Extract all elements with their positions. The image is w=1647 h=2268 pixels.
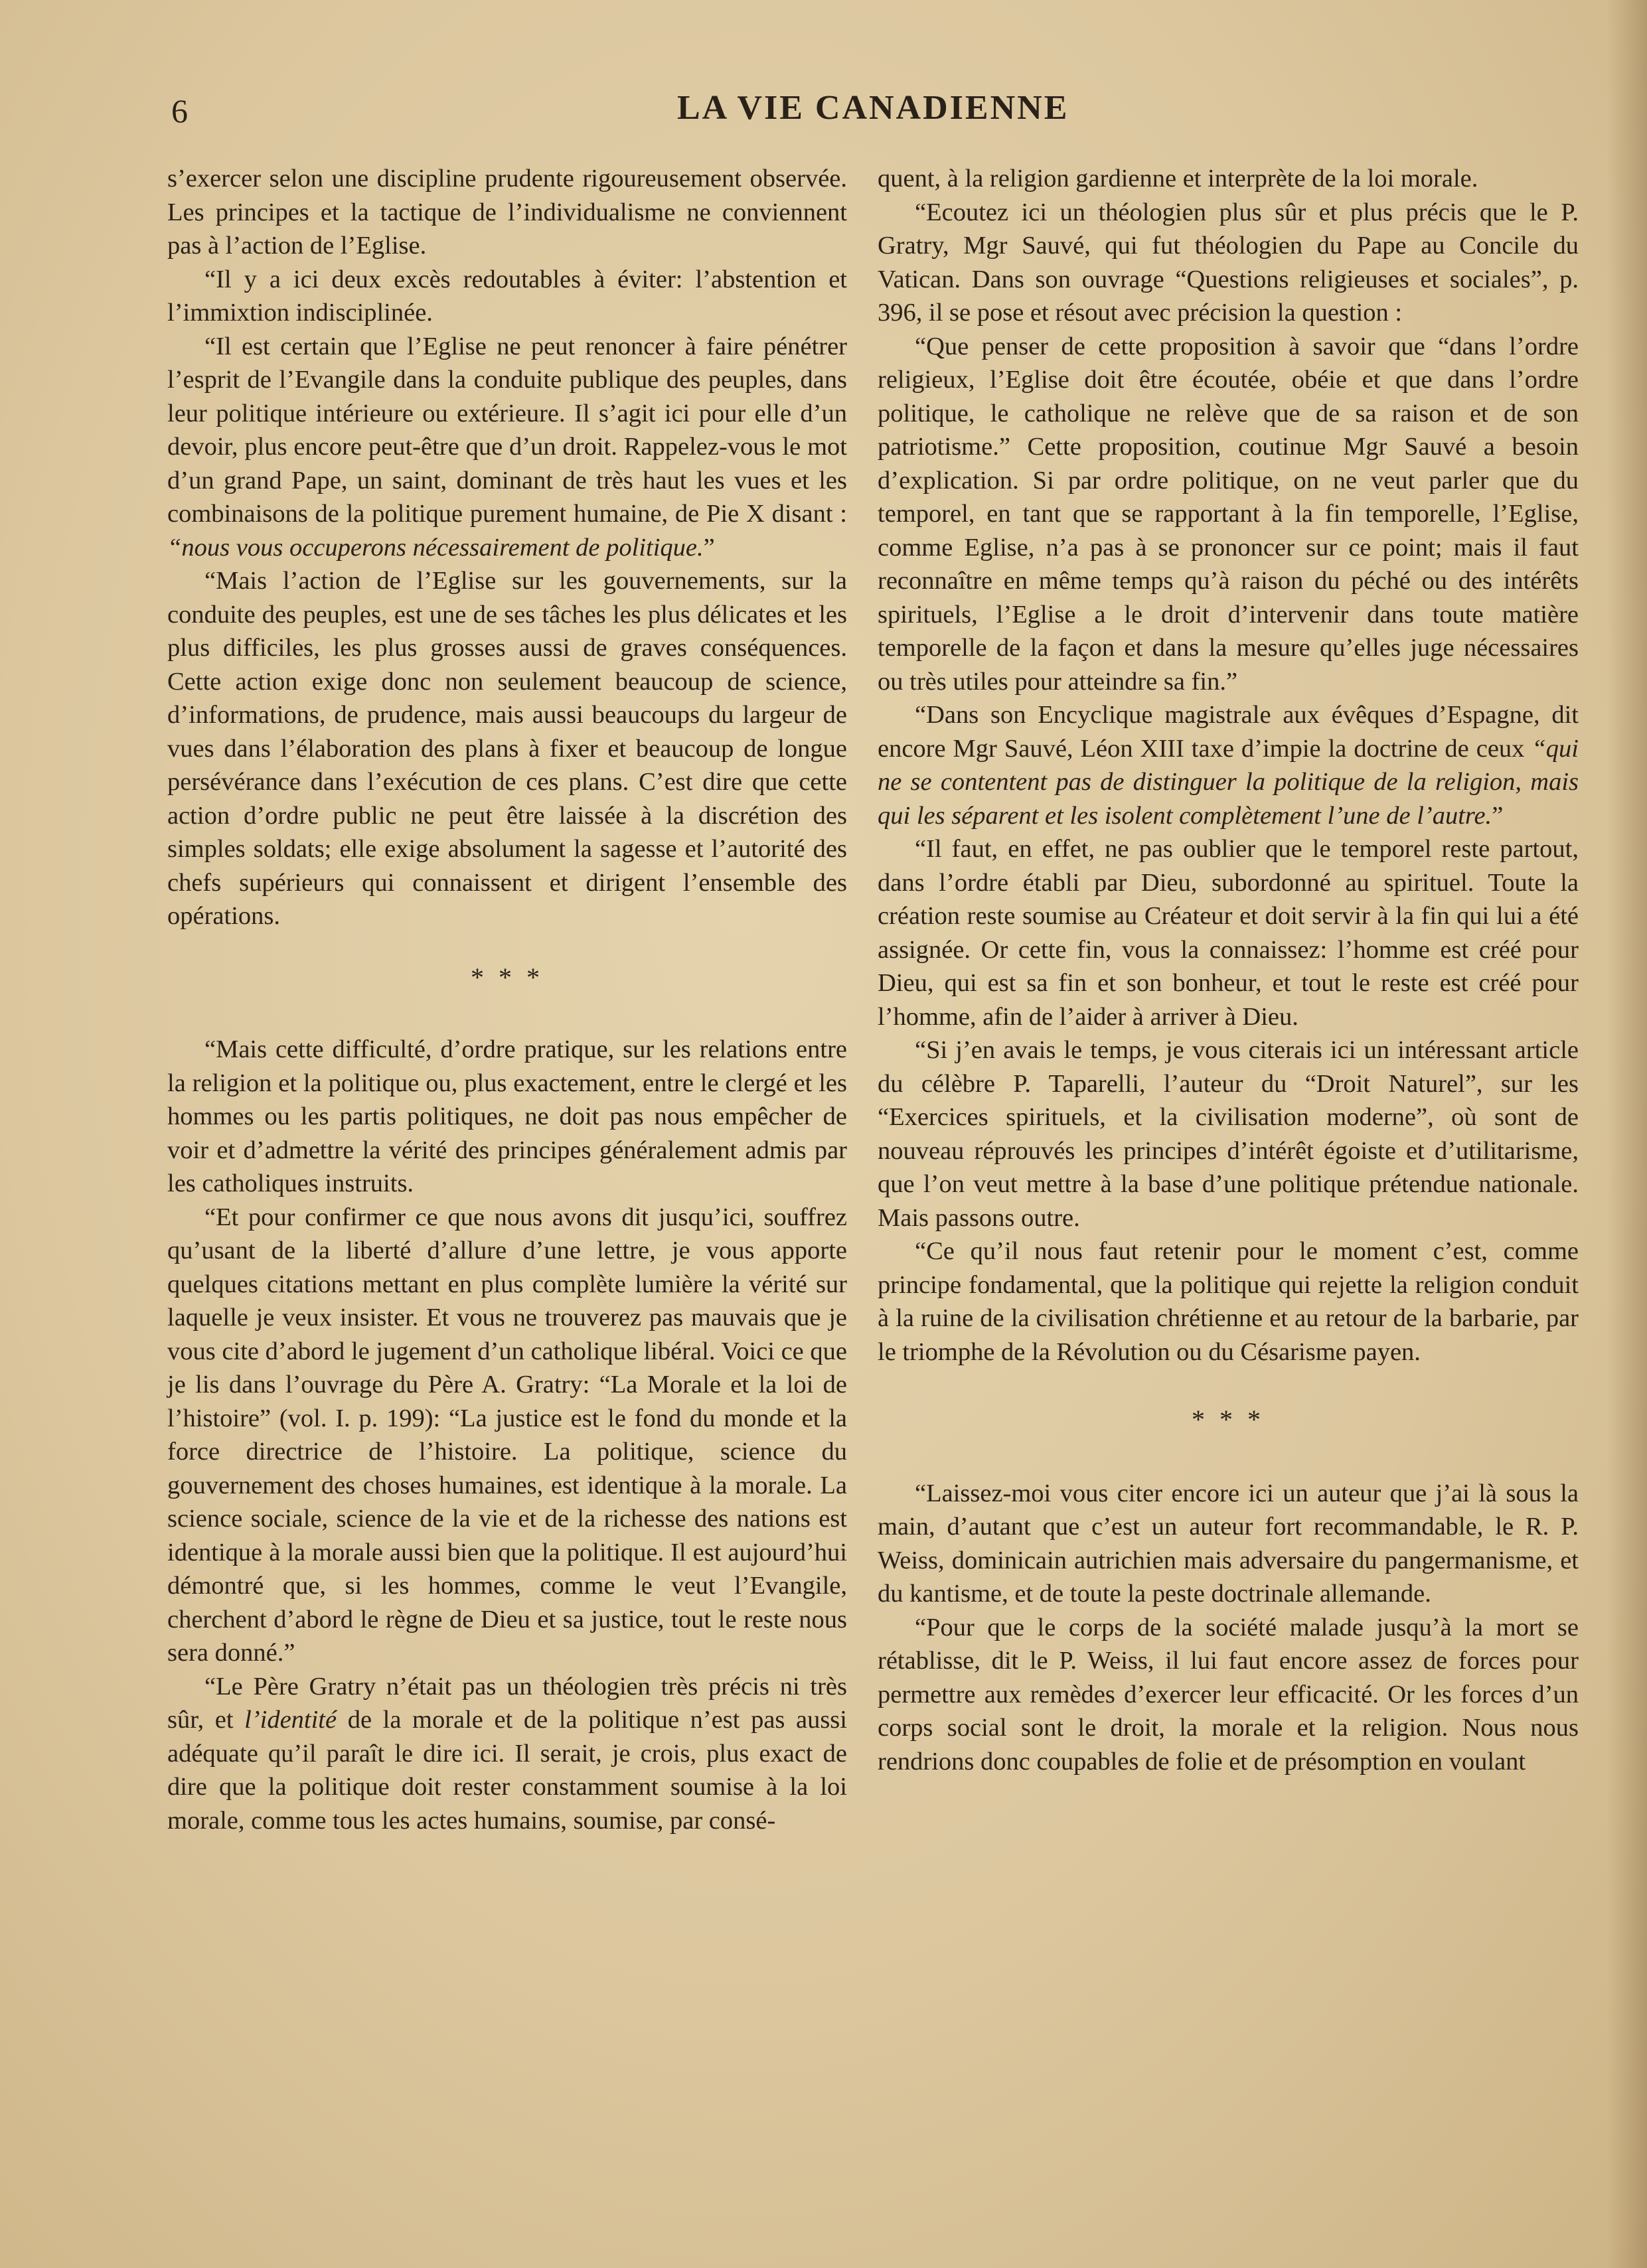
paragraph: “Mais cette difficulté, d’ordre pratique, sur les relations entre la religion et la politique ou, plus exactement, entre le clergé et les hommes ou les partis politiques, ne doit pas nous empêcher de voir et d’admettre la vérité des principes généralement admis par les catholiques instruits. — [167, 1035, 847, 1197]
paragraph: “Laissez-moi vous citer encore ici un auteur que j’ai là sous la main, d’autant que c’est un auteur fort recommandable, le R. P. Weiss, dominicain autrichien mais adversaire du pangermanisme, et du kantisme, et de toute la peste doctrinale allemande. — [878, 1479, 1579, 1608]
paragraph: “Et pour confirmer ce que nous avons dit jusqu’ici, souffrez qu’usant de la liberté d’allure d’une lettre, je vous apporte quelques citations mettant en plus complète lumière la vérité sur laquelle je veux insister. Et vous ne trouverez pas mauvais que je vous cite d’abord le jugement d’un catholique libéral. Voici ce que je lis dans l’ouvrage du Père A. Gratry: “La Morale et la loi de l’histoire” (vol. I. p. 199): “La justice est le fond du monde et la force directrice de l’histoire. La politique, science du gouvernement des choses humaines, est identique à la morale. La science sociale, science de la vie et de la richesse des nations est identique à la morale aussi bien que la politique. Il est aujourd’hui démontré que, si les hommes, comme le veut l’Evangile, cherchent d’abord le règne de Dieu et sa justice, tout le reste nous sera donné.” — [167, 1203, 847, 1667]
left-column — [167, 162, 847, 1837]
paragraph: “Mais l’action de l’Eglise sur les gouvernements, sur la conduite des peuples, est une de ses tâches les plus délicates et les plus difficiles, les plus grosses aussi de graves conséquences. Cette action exige donc non seulement beaucoup de science, d’informations, de prudence, mais aussi beaucoups du largeur de vues dans l’élaboration des plans à fixer et beaucoup de longue persévérance dans l’exécution de ces plans. C’est dire que cette action d’ordre public ne peut être laissée à la discrétion des simples soldats; elle exige absolument la sagesse et l’autorité des chefs supérieurs qui connaissent et dirigent l’ensemble des opérations. — [167, 567, 847, 930]
paragraph: “Il y a ici deux excès redoutables à éviter: l’abstention et l’immixtion indisciplinée. — [167, 265, 847, 327]
paragraph-text: ” — [1492, 801, 1504, 830]
paragraph: “Il faut, en effet, ne pas oublier que le temporel reste partout, dans l’ordre établi par Dieu, subordonné au spirituel. Toute la création reste soumise au Créateur et doit servir à la fin qui lui a été assignée. Or cette fin, vous la connaissez: l’homme est créé pour Dieu, qui est sa fin et son bonheur, et tout le reste est créé pour l’homme, afin de l’aider à arriver à Dieu. — [878, 835, 1579, 1031]
paragraph: s’exercer selon une discipline prudente rigoureusement observée. Les principes et la tactique de l’individualisme ne conviennent pas à l’action de l’Eglise. — [167, 165, 847, 260]
paragraph: “Pour que le corps de la société malade jusqu’à la mort se rétablisse, dit le P. Weiss, il lui faut encore assez de forces pour permettre aux remèdes d’exercer leur efficacité. Or les forces d’un corps social sont le droit, la morale et la religion. Nous nous rendrions donc coupables de folie et de présomption en voulant — [878, 1613, 1579, 1776]
paragraph-text: ” — [703, 533, 715, 562]
paragraph-text: “Il est certain que l’Eglise ne peut renoncer à faire pénétrer l’esprit de l’Evangile dans la conduite publique des peuples, dans leur politique intérieure ou extérieure. Il s’agit ici pour elle d’un devoir, plus encore peut-être que d’un droit. Rappelez-vous le mot d’un grand Pape, un saint, dominant de très haut les vues et les combinaisons de la politique purement humaine, de Pie X disant : — [167, 332, 847, 528]
paragraph-text: “Dans son Encyclique magistrale aux évêques d’Espagne, dit encore Mgr Sauvé, Léon XIII taxe d’impie la doctrine de ceux — [878, 701, 1579, 763]
italic-term: l’identité — [244, 1706, 337, 1734]
running-title: LA VIE CANADIENNE — [677, 89, 1069, 127]
page-edge-shadow — [1607, 0, 1647, 2268]
paragraph: “Que penser de cette proposition à savoir que “dans l’ordre religieux, l’Eglise doit être écoutée, obéie et que dans l’ordre politique, le catholique ne relève que de sa raison et de son patriotisme.” Cette proposition, coutinue Mgr Sauvé a besoin d’explication. Si par ordre politique, on ne veut parler que du temporel, en tant que se rapportant à la fin temporelle, l’Eglise, comme Eglise, n’a pas à se prononcer sur ce point; mais il faut reconnaître en même temps qu’à raison du péché ou des intérêts spirituels, l’Eglise a le droit d’intervenir dans toute matière temporelle de la façon et dans la mesure qu’elles juge nécessaires ou très utiles pour atteindre sa fin.” — [878, 332, 1579, 696]
paragraph: “Si j’en avais le temps, je vous citerais ici un intéressant article du célèbre P. Taparelli, l’auteur du “Droit Naturel”, sur les “Exercices spirituels, et la civilisation moderne”, où sont de nouveau réprouvés les principes d’intérêt égoiste et d’utilitarisme, que l’on veut mettre à la base d’une politique prétendue nationale. Mais passons outre. — [878, 1036, 1579, 1232]
right-column — [878, 162, 1579, 1778]
paragraph: “Ce qu’il nous faut retenir pour le moment c’est, comme principe fondamental, que la politique qui rejette la religion conduit à la ruine de la civilisation chrétienne et au retour de la barbarie, par le triomphe de la Révolution ou du Césarisme payen. — [878, 1237, 1579, 1366]
paragraph: “Ecoutez ici un théologien plus sûr et plus précis que le P. Gratry, Mgr Sauvé, qui fut théologien du Pape au Concile du Vatican. Dans son ouvrage “Questions religieuses et sociales”, p. 396, il se pose et résout avec précision la question : — [878, 198, 1579, 327]
page-number: 6 — [171, 92, 189, 129]
paragraph-text: “Le Père Gratry n’était pas un théologien très précis ni très sûr, et — [167, 1672, 847, 1734]
section-break-asterism: * * * — [471, 962, 544, 992]
paragraph-text: de la morale et de la politique n’est pas aussi adéquate qu’il paraît le dire ici. Il serait, je crois, plus exact de dire que la politique doit rester constamment soumise à la loi morale, comme tous les actes humains, soumise, par consé- — [167, 1706, 847, 1835]
paragraph — [167, 1670, 847, 1838]
paragraph — [878, 698, 1579, 832]
section-break-asterism: * * * — [1192, 1404, 1265, 1434]
italic-quote: “nous vous occuperons nécessairement de politique. — [167, 533, 704, 562]
paragraph — [167, 330, 847, 565]
paragraph: quent, à la religion gardienne et interprète de la loi morale. — [878, 165, 1478, 192]
italic-quote: “qui ne se contentent pas de distinguer la politique de la religion, mais qui les séparent et les isolent complètement l’une de l’autre. — [878, 734, 1579, 830]
